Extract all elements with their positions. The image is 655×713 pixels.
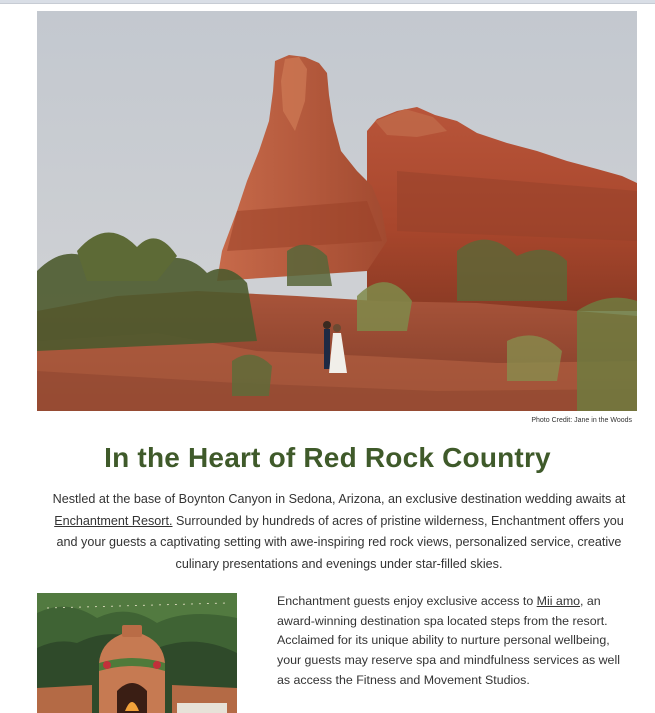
photo-credit: Photo Credit: Jane in the Woods [531,417,632,424]
intro-text-start: Nestled at the base of Boynton Canyon in Sedona, Arizona, an exclusive destination wedding awaits at [52,492,626,506]
spa-paragraph [277,592,622,691]
spa-kiva-photo [37,593,237,713]
top-divider [0,0,655,4]
section-headline: In the Heart of Red Rock Country [104,442,551,473]
intro-paragraph [44,489,634,575]
spa-text-end: , an award-winning destination spa located steps from the resort. Acclaimed for its unique ability to nurture personal wellbeing, your guests may reserve spa and mindfulness services as well as access the Fitness and Movement Studios. [277,594,620,687]
enchantment-resort-link[interactable]: Enchantment Resort. [54,513,173,528]
mii-amo-link[interactable]: Mii amo [536,594,581,608]
intro-text-end: Surrounded by hundreds of acres of pristine wilderness, Enchantment offers you and your guests a captivating setting with awe-inspiring red rock views, personalized service, creative culinary presentations and evenings under star-filled skies. [56,513,624,571]
hero-photo [37,11,637,411]
spa-text-start: Enchantment guests enjoy exclusive access to [277,594,537,608]
